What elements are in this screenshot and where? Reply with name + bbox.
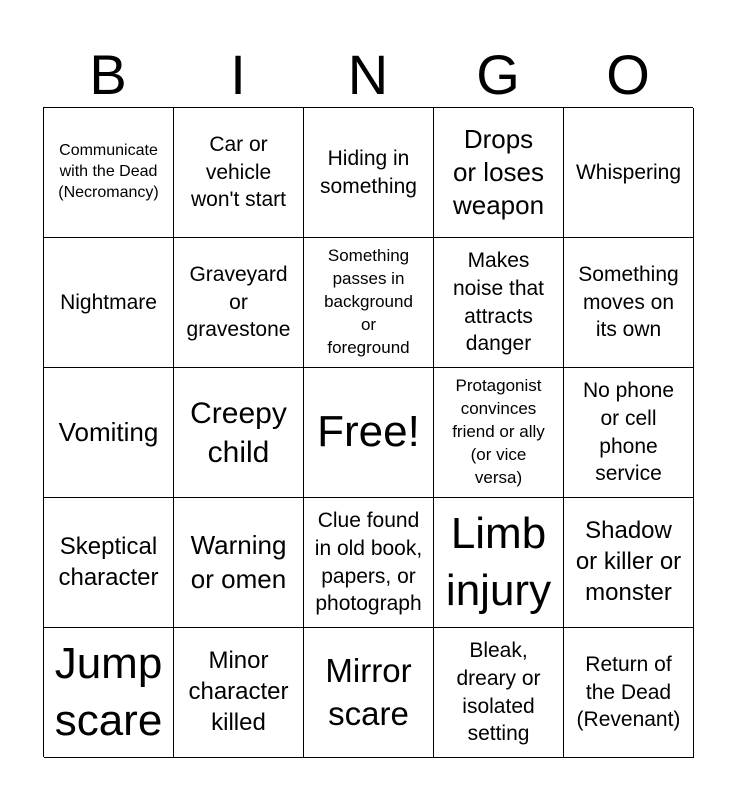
- cell-text: Warning or omen: [190, 530, 287, 594]
- cell-text: Hiding in something: [320, 146, 417, 198]
- cell-text: Protagonist convinces friend or ally (or vice versa): [452, 376, 545, 487]
- header-letter-o: O: [606, 43, 650, 106]
- bingo-header: [43, 44, 693, 106]
- bingo-cell[interactable]: [564, 108, 694, 238]
- cell-text: Creepy child: [190, 396, 287, 469]
- cell-text: Communicate with the Dead (Necromancy): [58, 142, 159, 201]
- bingo-cell[interactable]: [564, 238, 694, 368]
- bingo-cell[interactable]: [174, 108, 304, 238]
- cell-text: Something moves on its own: [578, 262, 679, 342]
- cell-text: Jump scare: [54, 639, 163, 745]
- bingo-cell[interactable]: [304, 498, 434, 628]
- cell-text: Bleak, dreary or isolated setting: [456, 639, 541, 746]
- header-letter-n: N: [347, 43, 389, 106]
- bingo-cell[interactable]: [304, 108, 434, 238]
- header-letter-g: G: [476, 43, 520, 106]
- bingo-cell[interactable]: [44, 238, 174, 368]
- bingo-cell[interactable]: [174, 368, 304, 498]
- bingo-cell[interactable]: [44, 368, 174, 498]
- bingo-cell[interactable]: [564, 368, 694, 498]
- cell-text: Drops or loses weapon: [452, 123, 545, 221]
- bingo-cell[interactable]: [304, 628, 434, 758]
- cell-text: Nightmare: [60, 290, 157, 314]
- cell-text: No phone or cell phone service: [582, 379, 675, 486]
- bingo-cell[interactable]: [44, 498, 174, 628]
- header-letter-b: B: [89, 43, 127, 106]
- cell-text: Something passes in background or foreground: [324, 246, 413, 357]
- cell-text: Whispering: [575, 160, 682, 184]
- bingo-cell[interactable]: [44, 108, 174, 238]
- bingo-cell[interactable]: [434, 498, 564, 628]
- bingo-cell[interactable]: [564, 498, 694, 628]
- bingo-cell[interactable]: [174, 238, 304, 368]
- cell-text: Skeptical character: [58, 532, 159, 591]
- cell-text: Graveyard or gravestone: [186, 262, 291, 342]
- bingo-board: [43, 107, 693, 757]
- bingo-cell[interactable]: [304, 238, 434, 368]
- free-space[interactable]: [304, 368, 434, 498]
- free-space-text: Free!: [317, 407, 420, 457]
- cell-text: Limb injury: [445, 509, 552, 615]
- cell-text: Clue found in old book, papers, or photograph: [314, 509, 423, 616]
- cell-text: Return of the Dead (Revenant): [576, 652, 681, 732]
- bingo-cell[interactable]: [44, 628, 174, 758]
- cell-text: Shadow or killer or monster: [575, 517, 682, 606]
- bingo-cell[interactable]: [434, 108, 564, 238]
- header-letter-i: I: [230, 43, 246, 106]
- bingo-cell[interactable]: [174, 628, 304, 758]
- bingo-cell[interactable]: [174, 498, 304, 628]
- cell-text: Minor character killed: [188, 647, 289, 736]
- cell-text: Vomiting: [58, 416, 159, 447]
- bingo-cell[interactable]: [434, 368, 564, 498]
- cell-text: Makes noise that attracts danger: [452, 249, 545, 356]
- cell-text: Mirror scare: [325, 651, 412, 732]
- cell-text: Car or vehicle won't start: [190, 132, 287, 212]
- bingo-cell[interactable]: [434, 628, 564, 758]
- bingo-cell[interactable]: [564, 628, 694, 758]
- bingo-cell[interactable]: [434, 238, 564, 368]
